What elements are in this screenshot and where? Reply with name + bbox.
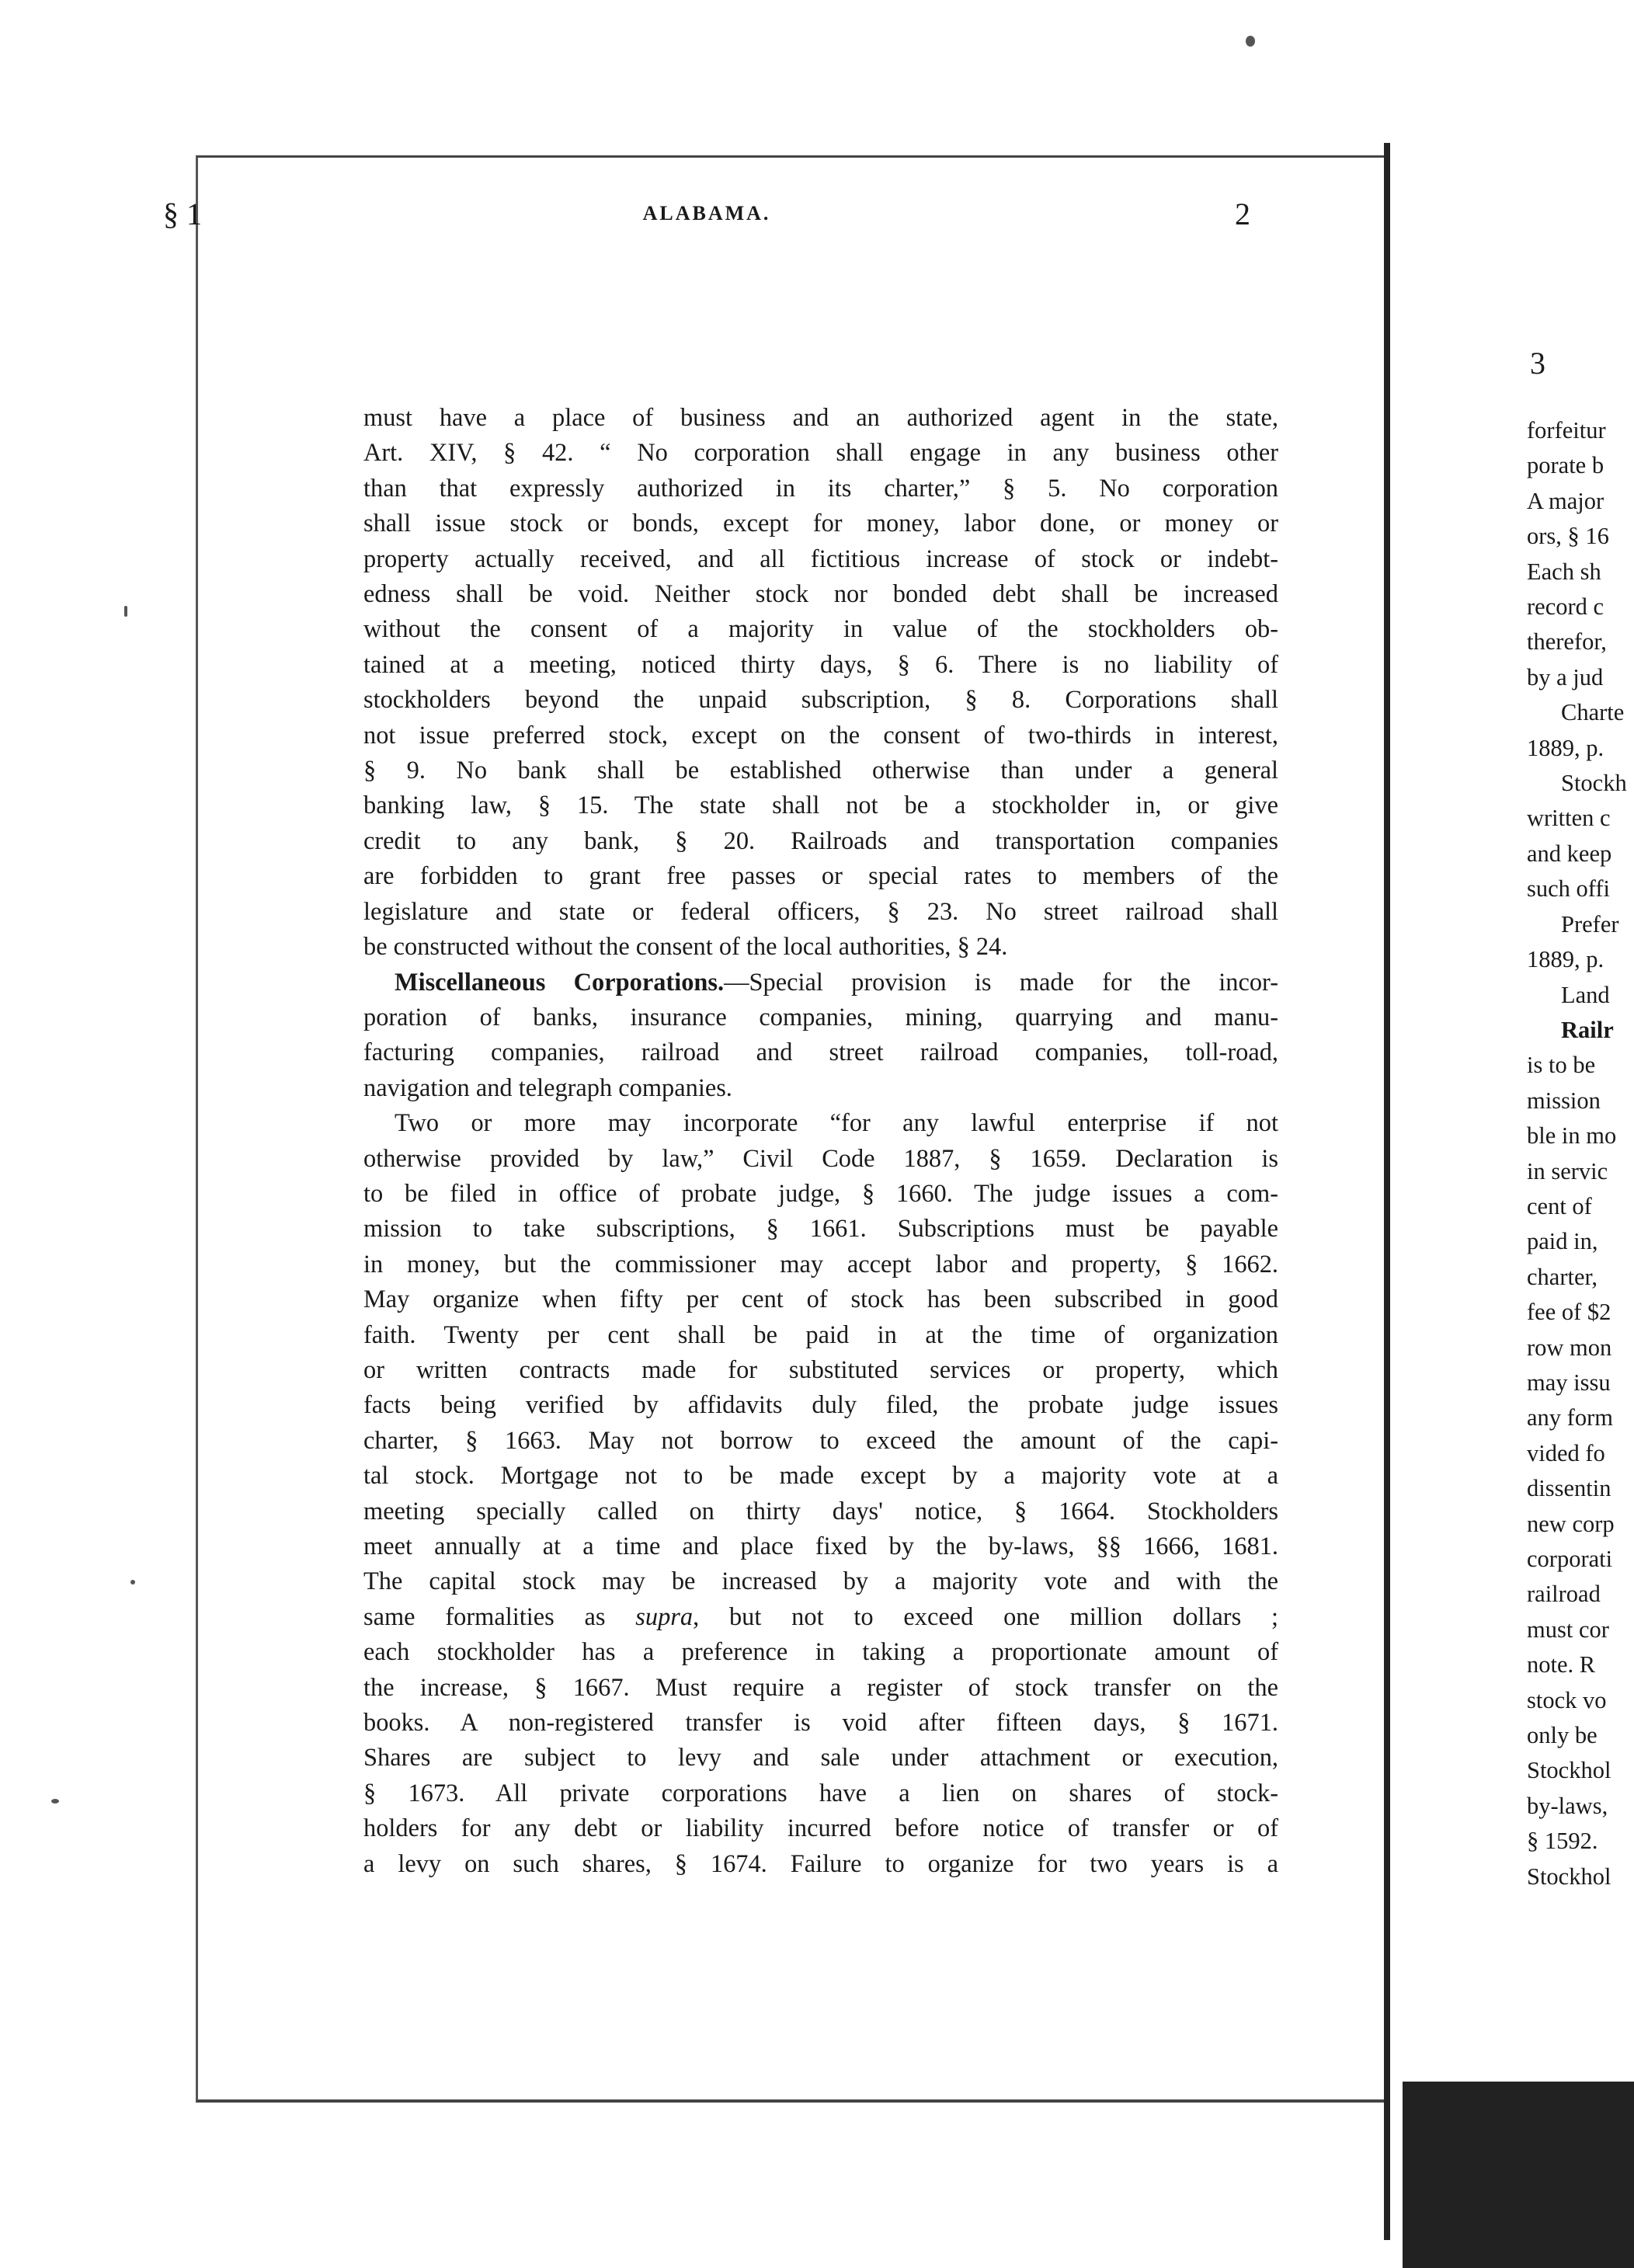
- text-line: navigation and telegraph companies.: [363, 1073, 732, 1102]
- text-line: § 9. No bank shall be established otherwise than under a general: [363, 757, 1278, 785]
- right-page-line: therefor,: [1527, 628, 1607, 656]
- text-line: facts being verified by affidavits duly filed, the probate judge issues: [363, 1391, 1278, 1420]
- text-line: shall issue stock or bonds, except for money, labor done, or money or: [363, 510, 1278, 538]
- right-page-line: vided fo: [1527, 1439, 1605, 1466]
- text-line: are forbidden to grant free passes or special rates to members of the: [363, 862, 1278, 891]
- text-line: tal stock. Mortgage not to be made except by a majority vote at a: [363, 1462, 1278, 1491]
- right-page-line: Prefer: [1561, 910, 1619, 937]
- text-line: property actually received, and all fictitious increase of stock or indebt-: [363, 544, 1278, 573]
- text-line: without the consent of a majority in value of the stockholders ob-: [363, 615, 1278, 644]
- right-page-line: is to be: [1527, 1052, 1596, 1079]
- text-line: credit to any bank, § 20. Railroads and transportation companies: [363, 826, 1278, 855]
- text-line: Shares are subject to levy and sale under attachment or execution,: [363, 1744, 1278, 1772]
- right-page-line: porate b: [1527, 452, 1604, 479]
- scan-speck: [1246, 36, 1255, 47]
- text-line: charter, § 1663. May not borrow to exceed the amount of the capi-: [363, 1426, 1278, 1455]
- right-page-line: Stockhol: [1527, 1757, 1611, 1784]
- page-body-text: [363, 401, 1278, 1882]
- text-line: edness shall be void. Neither stock nor bonded debt shall be increased: [363, 580, 1278, 609]
- text-line: than that expressly authorized in its charter,” § 5. No corporation: [363, 474, 1278, 503]
- text-line: the increase, § 1667. Must require a register of stock transfer on the: [363, 1673, 1278, 1702]
- text-line: or written contracts made for substituted services or property, which: [363, 1355, 1278, 1384]
- text-line: meet annually at a time and place fixed by the by-laws, §§ 1666, 1681.: [363, 1532, 1278, 1560]
- right-page-line: in servic: [1527, 1157, 1608, 1184]
- book-spine: [1384, 143, 1390, 2240]
- right-page-line: dissentin: [1527, 1475, 1611, 1502]
- right-page-line: new corp: [1527, 1510, 1615, 1537]
- scan-speck: [130, 1580, 135, 1584]
- right-page-line: may issu: [1527, 1369, 1611, 1396]
- text-line: banking law, § 15. The state shall not be a stockholder in, or give: [363, 791, 1278, 820]
- right-page-line: such offi: [1527, 875, 1611, 903]
- book-spine-shadow: [1403, 2082, 1634, 2268]
- page-number: 2: [1235, 197, 1250, 231]
- text-line: to be filed in office of probate judge, § 1660. The judge issues a com-: [363, 1179, 1278, 1208]
- text-line: The capital stock may be increased by a majority vote and with the: [363, 1567, 1278, 1596]
- right-page-line: written c: [1527, 805, 1611, 832]
- right-page-line: 1889, p.: [1527, 946, 1604, 973]
- right-page-line: mission: [1527, 1087, 1601, 1114]
- text-line: holders for any debt or liability incurred before notice of transfer or of: [363, 1814, 1278, 1843]
- text-span: —Special provision is made for the incor-: [724, 968, 1278, 997]
- right-page-line: row mon: [1527, 1334, 1612, 1361]
- text-line: faith. Twenty per cent shall be paid in at the time of organization: [363, 1320, 1278, 1349]
- text-line: stockholders beyond the unpaid subscription, § 8. Corporations shall: [363, 686, 1278, 715]
- right-page-line: must cor: [1527, 1616, 1609, 1643]
- right-page-line: ors, § 16: [1527, 523, 1609, 550]
- text-line: must have a place of business and an authorized agent in the state,: [363, 404, 1278, 432]
- text-line: each stockholder has a preference in taking a proportionate amount of: [363, 1638, 1278, 1667]
- text-line: mission to take subscriptions, § 1661. Subscriptions must be payable: [363, 1215, 1278, 1244]
- right-page-fragment: [1527, 413, 1634, 1894]
- right-page-line: ble in mo: [1527, 1122, 1617, 1150]
- right-page-line: fee of $2: [1527, 1299, 1611, 1326]
- header-section-mark: § 1: [163, 197, 202, 231]
- right-page-line: record c: [1527, 593, 1604, 621]
- right-page-line: Stockh: [1561, 770, 1627, 797]
- text-line: not issue preferred stock, except on the consent of two-thirds in interest,: [363, 721, 1278, 750]
- text-line: poration of banks, insurance companies, mining, quarrying and manu-: [363, 1003, 1278, 1031]
- text-line: in money, but the commissioner may accept labor and property, § 1662.: [363, 1250, 1278, 1278]
- scan-speck: [51, 1799, 59, 1804]
- text-line: be constructed without the consent of the local authorities, § 24.: [363, 933, 1008, 962]
- right-page-line: charter,: [1527, 1263, 1598, 1290]
- right-page-line: and keep: [1527, 840, 1612, 867]
- right-page-line: corporati: [1527, 1546, 1613, 1572]
- text-span: same formalities as: [363, 1602, 636, 1631]
- text-line: legislature and state or federal officers, § 23. No street railroad shall: [363, 897, 1278, 926]
- text-line: books. A non-registered transfer is void after fifteen days, § 1671.: [363, 1709, 1278, 1738]
- right-page-line: only be: [1527, 1722, 1597, 1749]
- text-span: , but not to exceed one million dollars ;: [693, 1602, 1278, 1631]
- right-page-line: any form: [1527, 1404, 1613, 1431]
- right-page-line: stock vo: [1527, 1686, 1607, 1713]
- right-page-line: by-laws,: [1527, 1792, 1608, 1819]
- right-page-line: Charte: [1561, 699, 1625, 726]
- text-line: meeting specially called on thirty days' notice, § 1664. Stockholders: [363, 1497, 1278, 1525]
- text-line: tained at a meeting, noticed thirty days, § 6. There is no liability of: [363, 650, 1278, 679]
- text-line: otherwise provided by law,” Civil Code 1887, § 1659. Declaration is: [363, 1144, 1278, 1173]
- text-line: Art. XIV, § 42. “ No corporation shall engage in any business other: [363, 439, 1278, 468]
- text-line: a levy on such shares, § 1674. Failure to organize for two years is a: [363, 1849, 1278, 1878]
- misc-corporations-heading: Miscellaneous Corporations.: [395, 968, 725, 997]
- right-page-line: railroad: [1527, 1581, 1601, 1608]
- right-page-line: Stockhol: [1527, 1863, 1611, 1890]
- right-page-line: 1889, p.: [1527, 734, 1604, 761]
- right-page-line: by a jud: [1527, 663, 1604, 690]
- supra-italic: supra: [635, 1602, 694, 1631]
- text-line: Two or more may incorporate “for any lawful enterprise if not: [395, 1109, 1278, 1138]
- text-line: § 1673. All private corporations have a lien on shares of stock-: [363, 1779, 1278, 1807]
- text-line: May organize when fifty per cent of stock has been subscribed in good: [363, 1285, 1278, 1314]
- right-page-number: 3: [1530, 346, 1545, 381]
- misc-corporations-line: [363, 965, 1278, 1000]
- right-page-line: forfeitur: [1527, 417, 1606, 444]
- right-page-line: Land: [1561, 981, 1610, 1008]
- page-header: [163, 196, 1250, 242]
- supra-text-line: [363, 1600, 1278, 1635]
- right-page-line: Each sh: [1527, 558, 1601, 585]
- scan-speck: [124, 606, 127, 617]
- text-line: facturing companies, railroad and street railroad companies, toll-road,: [363, 1038, 1278, 1067]
- right-page-line: A major: [1527, 487, 1604, 514]
- right-page-line: cent of: [1527, 1192, 1592, 1219]
- right-page-line: § 1592.: [1527, 1828, 1598, 1855]
- page-title: ALABAMA.: [642, 202, 771, 224]
- right-page-line: note. R: [1527, 1651, 1596, 1678]
- right-page-line: Railr: [1561, 1016, 1614, 1043]
- right-page-line: paid in,: [1527, 1228, 1598, 1255]
